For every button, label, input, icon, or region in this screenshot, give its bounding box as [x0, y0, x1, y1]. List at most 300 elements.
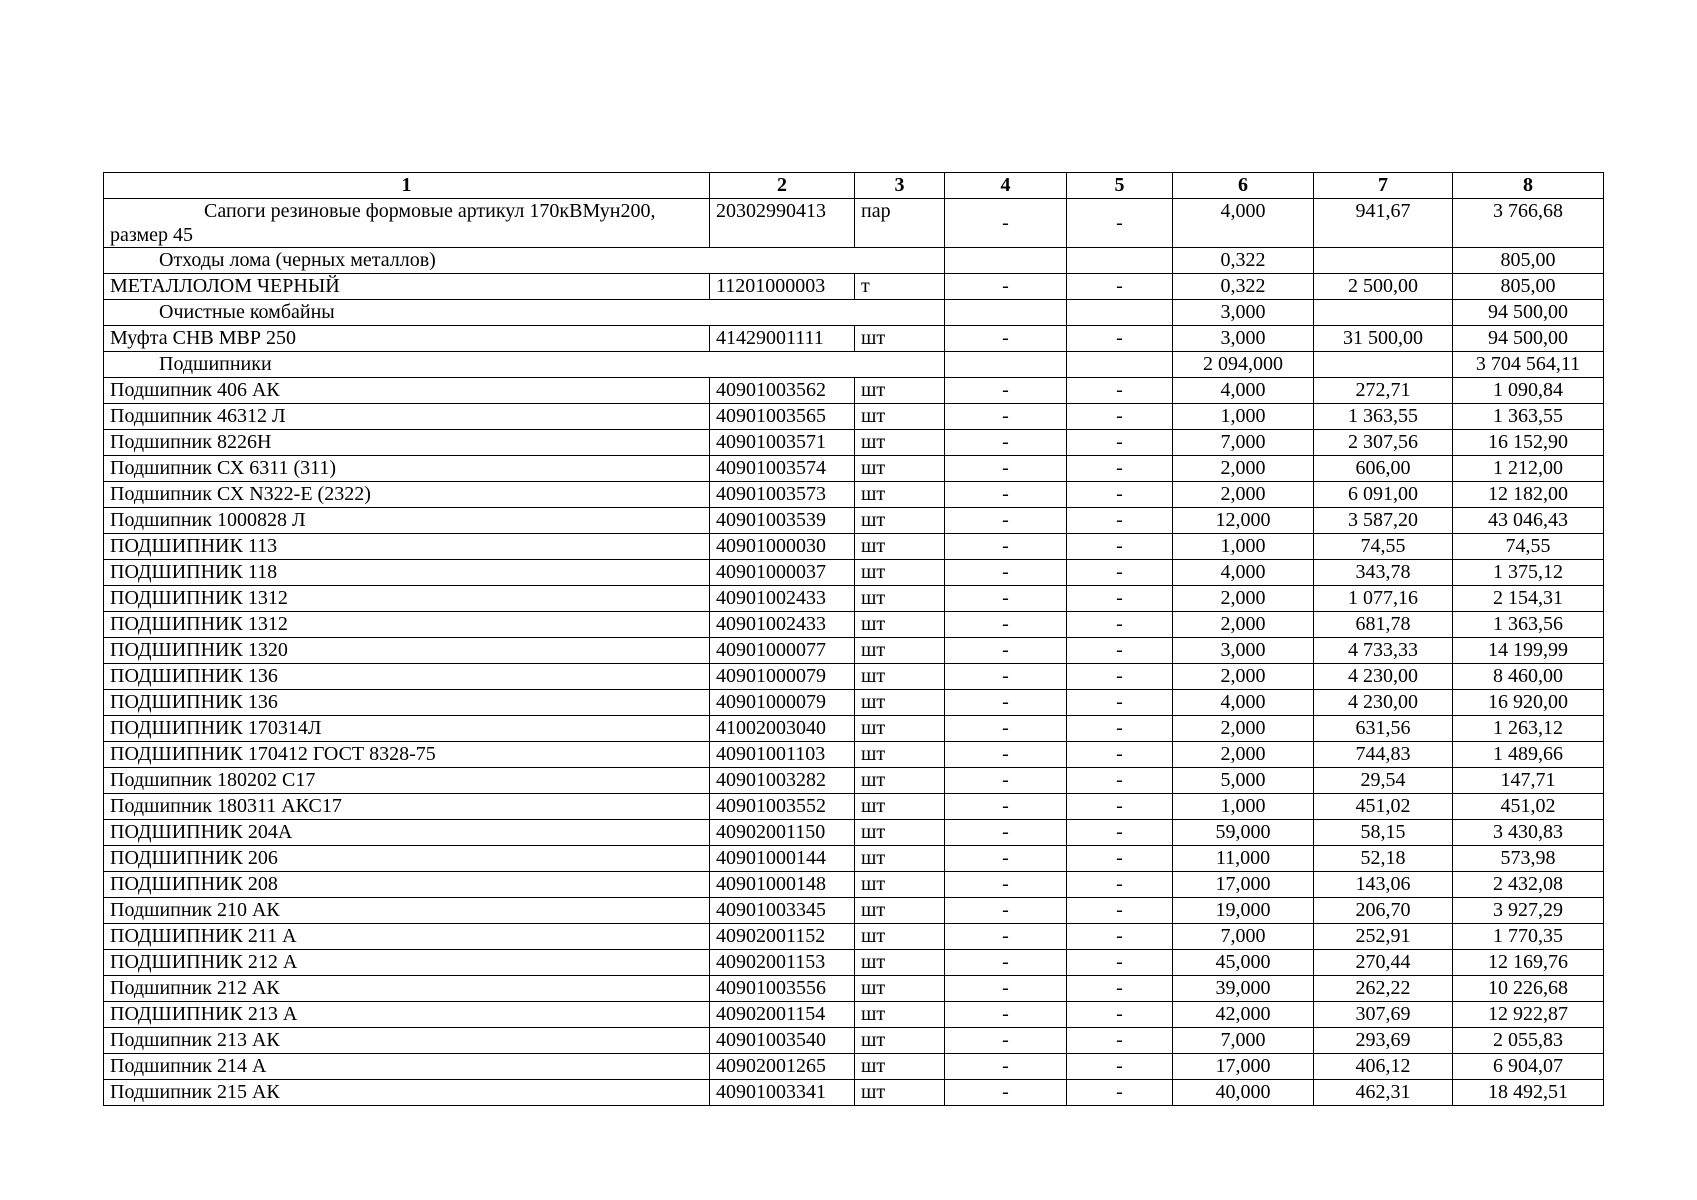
column-4-value: -	[945, 768, 1067, 794]
column-5-value: -	[1067, 820, 1173, 846]
column-4-value: -	[945, 1080, 1067, 1106]
item-sum: 1 090,84	[1453, 378, 1604, 404]
column-5-value: -	[1067, 742, 1173, 768]
item-price: 2 307,56	[1314, 430, 1453, 456]
item-price: 307,69	[1314, 1002, 1453, 1028]
group-sum: 805,00	[1453, 248, 1604, 274]
item-sum: 14 199,99	[1453, 638, 1604, 664]
item-code: 41429001111	[710, 326, 855, 352]
column-5-value: -	[1067, 690, 1173, 716]
column-4-value: -	[945, 742, 1067, 768]
item-code: 40901000148	[710, 872, 855, 898]
column-5-value: -	[1067, 846, 1173, 872]
column-4-value: -	[945, 560, 1067, 586]
item-sum: 12 182,00	[1453, 482, 1604, 508]
item-row	[104, 924, 1604, 950]
item-price: 941,67	[1314, 199, 1453, 248]
item-price: 270,44	[1314, 950, 1453, 976]
item-sum: 1 263,12	[1453, 716, 1604, 742]
column-4-value: -	[945, 378, 1067, 404]
item-name: ПОДШИПНИК 1320	[104, 638, 710, 664]
item-name: Подшипник 180311 АКС17	[104, 794, 710, 820]
item-name: ПОДШИПНИК 113	[104, 534, 710, 560]
item-sum: 16 152,90	[1453, 430, 1604, 456]
item-name: Подшипник СХ N322-Е (2322)	[104, 482, 710, 508]
item-code: 40901000079	[710, 664, 855, 690]
item-unit: шт	[855, 326, 945, 352]
column-5-value: -	[1067, 378, 1173, 404]
item-row	[104, 1028, 1604, 1054]
item-unit: шт	[855, 794, 945, 820]
item-quantity: 2,000	[1173, 742, 1314, 768]
item-row	[104, 976, 1604, 1002]
item-sum: 43 046,43	[1453, 508, 1604, 534]
item-unit: шт	[855, 872, 945, 898]
item-row	[104, 950, 1604, 976]
item-sum: 94 500,00	[1453, 326, 1604, 352]
item-row	[104, 430, 1604, 456]
item-row	[104, 326, 1604, 352]
item-sum: 573,98	[1453, 846, 1604, 872]
item-code: 40902001153	[710, 950, 855, 976]
item-name: Подшипник 212 АК	[104, 976, 710, 1002]
column-header: 1	[104, 173, 710, 199]
item-sum: 1 489,66	[1453, 742, 1604, 768]
item-sum: 16 920,00	[1453, 690, 1604, 716]
column-4-value: -	[945, 534, 1067, 560]
item-unit: шт	[855, 404, 945, 430]
item-price: 606,00	[1314, 456, 1453, 482]
item-name: ПОДШИПНИК 211 А	[104, 924, 710, 950]
empty-cell	[1314, 352, 1453, 378]
column-header: 5	[1067, 173, 1173, 199]
item-sum: 147,71	[1453, 768, 1604, 794]
item-unit: шт	[855, 482, 945, 508]
column-5-value: -	[1067, 612, 1173, 638]
empty-cell	[1314, 300, 1453, 326]
column-5-value: -	[1067, 898, 1173, 924]
item-quantity: 3,000	[1173, 326, 1314, 352]
item-row	[104, 742, 1604, 768]
column-5-value: -	[1067, 326, 1173, 352]
empty-cell	[1067, 352, 1173, 378]
item-code: 40901000030	[710, 534, 855, 560]
item-name: ПОДШИПНИК 136	[104, 664, 710, 690]
group-name: Очистные комбайны	[104, 300, 945, 326]
column-4-value: -	[945, 1028, 1067, 1054]
item-row	[104, 586, 1604, 612]
item-price: 4 733,33	[1314, 638, 1453, 664]
item-code: 11201000003	[710, 274, 855, 300]
column-5-value: -	[1067, 508, 1173, 534]
item-sum: 3 927,29	[1453, 898, 1604, 924]
empty-cell	[1067, 300, 1173, 326]
item-row	[104, 768, 1604, 794]
column-4-value: -	[945, 638, 1067, 664]
column-5-value: -	[1067, 638, 1173, 664]
item-quantity: 17,000	[1173, 1054, 1314, 1080]
empty-cell	[945, 300, 1067, 326]
item-row	[104, 1080, 1604, 1106]
item-unit: шт	[855, 1054, 945, 1080]
item-row	[104, 716, 1604, 742]
item-price: 143,06	[1314, 872, 1453, 898]
column-4-value: -	[945, 586, 1067, 612]
item-row	[104, 560, 1604, 586]
item-unit: шт	[855, 560, 945, 586]
item-quantity: 2,000	[1173, 456, 1314, 482]
item-code: 40901002433	[710, 612, 855, 638]
item-name: ПОДШИПНИК 213 А	[104, 1002, 710, 1028]
empty-cell	[1067, 248, 1173, 274]
item-sum: 74,55	[1453, 534, 1604, 560]
item-row	[104, 199, 1604, 248]
column-5-value: -	[1067, 872, 1173, 898]
item-row	[104, 534, 1604, 560]
column-5-value: -	[1067, 586, 1173, 612]
item-sum: 1 770,35	[1453, 924, 1604, 950]
item-code: 41002003040	[710, 716, 855, 742]
item-quantity: 7,000	[1173, 430, 1314, 456]
column-4-value: -	[945, 950, 1067, 976]
item-name: Подшипник 406 АК	[104, 378, 710, 404]
item-name: Подшипник 210 АК	[104, 898, 710, 924]
item-price: 1 077,16	[1314, 586, 1453, 612]
item-unit: шт	[855, 612, 945, 638]
column-5-value: -	[1067, 924, 1173, 950]
column-5-value: -	[1067, 274, 1173, 300]
item-sum: 12 922,87	[1453, 1002, 1604, 1028]
item-price: 262,22	[1314, 976, 1453, 1002]
item-sum: 8 460,00	[1453, 664, 1604, 690]
item-quantity: 2,000	[1173, 482, 1314, 508]
column-header: 6	[1173, 173, 1314, 199]
item-price: 272,71	[1314, 378, 1453, 404]
item-price: 252,91	[1314, 924, 1453, 950]
column-4-value: -	[945, 430, 1067, 456]
column-4-value: -	[945, 794, 1067, 820]
column-5-value: -	[1067, 1054, 1173, 1080]
item-code: 40902001150	[710, 820, 855, 846]
item-code: 40901001103	[710, 742, 855, 768]
item-code: 40901000077	[710, 638, 855, 664]
group-quantity: 0,322	[1173, 248, 1314, 274]
item-quantity: 12,000	[1173, 508, 1314, 534]
item-name: Сапоги резиновые формовые артикул 170кВМун200, размер 45	[104, 199, 710, 248]
item-quantity: 1,000	[1173, 404, 1314, 430]
item-unit: шт	[855, 378, 945, 404]
item-quantity: 7,000	[1173, 1028, 1314, 1054]
item-quantity: 59,000	[1173, 820, 1314, 846]
empty-cell	[945, 352, 1067, 378]
column-4-value: -	[945, 690, 1067, 716]
item-unit: шт	[855, 820, 945, 846]
item-price: 58,15	[1314, 820, 1453, 846]
item-quantity: 4,000	[1173, 199, 1314, 248]
column-4-value: -	[945, 924, 1067, 950]
header-row	[104, 173, 1604, 199]
column-header: 2	[710, 173, 855, 199]
item-quantity: 2,000	[1173, 612, 1314, 638]
item-row	[104, 508, 1604, 534]
item-price: 2 500,00	[1314, 274, 1453, 300]
item-code: 40901002433	[710, 586, 855, 612]
item-price: 74,55	[1314, 534, 1453, 560]
item-price: 744,83	[1314, 742, 1453, 768]
column-5-value: -	[1067, 199, 1173, 248]
item-name: Подшипник 46312 Л	[104, 404, 710, 430]
column-5-value: -	[1067, 976, 1173, 1002]
item-row	[104, 898, 1604, 924]
group-name: Отходы лома (черных металлов)	[104, 248, 945, 274]
column-4-value: -	[945, 404, 1067, 430]
column-4-value: -	[945, 508, 1067, 534]
table-body	[104, 199, 1604, 1106]
column-4-value: -	[945, 456, 1067, 482]
item-name: Подшипник 8226Н	[104, 430, 710, 456]
item-price: 52,18	[1314, 846, 1453, 872]
column-4-value: -	[945, 820, 1067, 846]
column-5-value: -	[1067, 794, 1173, 820]
item-code: 40901003345	[710, 898, 855, 924]
item-code: 20302990413	[710, 199, 855, 248]
item-unit: шт	[855, 664, 945, 690]
column-4-value: -	[945, 1054, 1067, 1080]
item-quantity: 2,000	[1173, 586, 1314, 612]
group-sum: 94 500,00	[1453, 300, 1604, 326]
column-4-value: -	[945, 482, 1067, 508]
item-code: 40901003341	[710, 1080, 855, 1106]
item-sum: 1 363,55	[1453, 404, 1604, 430]
item-quantity: 1,000	[1173, 534, 1314, 560]
column-4-value: -	[945, 612, 1067, 638]
item-price: 206,70	[1314, 898, 1453, 924]
item-unit: пар	[855, 199, 945, 248]
item-unit: шт	[855, 1080, 945, 1106]
item-sum: 2 154,31	[1453, 586, 1604, 612]
item-unit: шт	[855, 768, 945, 794]
item-code: 40901003556	[710, 976, 855, 1002]
column-5-value: -	[1067, 664, 1173, 690]
item-sum: 2 432,08	[1453, 872, 1604, 898]
item-quantity: 19,000	[1173, 898, 1314, 924]
item-row	[104, 794, 1604, 820]
item-name: Подшипник 215 АК	[104, 1080, 710, 1106]
inventory-table	[103, 172, 1604, 1106]
item-sum: 805,00	[1453, 274, 1604, 300]
item-price: 293,69	[1314, 1028, 1453, 1054]
item-code: 40901003573	[710, 482, 855, 508]
item-sum: 10 226,68	[1453, 976, 1604, 1002]
item-sum: 12 169,76	[1453, 950, 1604, 976]
empty-cell	[945, 248, 1067, 274]
item-quantity: 5,000	[1173, 768, 1314, 794]
item-quantity: 7,000	[1173, 924, 1314, 950]
column-5-value: -	[1067, 456, 1173, 482]
item-unit: шт	[855, 456, 945, 482]
item-quantity: 3,000	[1173, 638, 1314, 664]
item-price: 31 500,00	[1314, 326, 1453, 352]
item-price: 406,12	[1314, 1054, 1453, 1080]
column-4-value: -	[945, 326, 1067, 352]
item-code: 40902001154	[710, 1002, 855, 1028]
column-4-value: -	[945, 199, 1067, 248]
empty-cell	[1314, 248, 1453, 274]
column-5-value: -	[1067, 560, 1173, 586]
group-row	[104, 248, 1604, 274]
item-quantity: 1,000	[1173, 794, 1314, 820]
item-row	[104, 456, 1604, 482]
item-unit: шт	[855, 742, 945, 768]
item-name: Подшипник 180202 С17	[104, 768, 710, 794]
item-sum: 1 212,00	[1453, 456, 1604, 482]
group-quantity: 2 094,000	[1173, 352, 1314, 378]
column-5-value: -	[1067, 534, 1173, 560]
item-price: 462,31	[1314, 1080, 1453, 1106]
item-row	[104, 612, 1604, 638]
item-row	[104, 690, 1604, 716]
item-row	[104, 274, 1604, 300]
item-name: Подшипник 1000828 Л	[104, 508, 710, 534]
column-5-value: -	[1067, 1002, 1173, 1028]
item-sum: 1 363,56	[1453, 612, 1604, 638]
item-price: 343,78	[1314, 560, 1453, 586]
item-unit: шт	[855, 950, 945, 976]
item-name: ПОДШИПНИК 170412 ГОСТ 8328-75	[104, 742, 710, 768]
item-quantity: 39,000	[1173, 976, 1314, 1002]
item-name: Муфта СНВ МВР 250	[104, 326, 710, 352]
item-code: 40901003571	[710, 430, 855, 456]
item-sum: 3 430,83	[1453, 820, 1604, 846]
item-quantity: 17,000	[1173, 872, 1314, 898]
item-code: 40901003540	[710, 1028, 855, 1054]
item-row	[104, 846, 1604, 872]
item-quantity: 11,000	[1173, 846, 1314, 872]
item-code: 40901003552	[710, 794, 855, 820]
column-4-value: -	[945, 872, 1067, 898]
item-name: ПОДШИПНИК 1312	[104, 612, 710, 638]
item-quantity: 40,000	[1173, 1080, 1314, 1106]
item-unit: шт	[855, 534, 945, 560]
item-row	[104, 1054, 1604, 1080]
item-code: 40901003539	[710, 508, 855, 534]
item-name: МЕТАЛЛОЛОМ ЧЕРНЫЙ	[104, 274, 710, 300]
item-quantity: 4,000	[1173, 560, 1314, 586]
item-row	[104, 664, 1604, 690]
item-unit: шт	[855, 508, 945, 534]
item-row	[104, 378, 1604, 404]
item-quantity: 42,000	[1173, 1002, 1314, 1028]
item-sum: 451,02	[1453, 794, 1604, 820]
column-4-value: -	[945, 664, 1067, 690]
column-5-value: -	[1067, 716, 1173, 742]
item-quantity: 2,000	[1173, 716, 1314, 742]
item-code: 40901003574	[710, 456, 855, 482]
group-name: Подшипники	[104, 352, 945, 378]
item-unit: шт	[855, 586, 945, 612]
column-5-value: -	[1067, 430, 1173, 456]
item-name: ПОДШИПНИК 136	[104, 690, 710, 716]
item-price: 4 230,00	[1314, 690, 1453, 716]
item-sum: 18 492,51	[1453, 1080, 1604, 1106]
item-price: 29,54	[1314, 768, 1453, 794]
item-quantity: 2,000	[1173, 664, 1314, 690]
item-unit: шт	[855, 924, 945, 950]
item-unit: шт	[855, 690, 945, 716]
item-row	[104, 872, 1604, 898]
item-row	[104, 638, 1604, 664]
column-5-value: -	[1067, 768, 1173, 794]
item-name: Подшипник 213 АК	[104, 1028, 710, 1054]
item-name: ПОДШИПНИК 206	[104, 846, 710, 872]
item-price: 451,02	[1314, 794, 1453, 820]
group-row	[104, 300, 1604, 326]
item-unit: шт	[855, 1002, 945, 1028]
item-quantity: 0,322	[1173, 274, 1314, 300]
column-5-value: -	[1067, 1028, 1173, 1054]
item-code: 40901000037	[710, 560, 855, 586]
item-unit: шт	[855, 638, 945, 664]
column-4-value: -	[945, 1002, 1067, 1028]
column-4-value: -	[945, 716, 1067, 742]
column-header: 8	[1453, 173, 1604, 199]
item-name: ПОДШИПНИК 1312	[104, 586, 710, 612]
column-5-value: -	[1067, 482, 1173, 508]
item-name: Подшипник 214 А	[104, 1054, 710, 1080]
item-sum: 6 904,07	[1453, 1054, 1604, 1080]
item-price: 4 230,00	[1314, 664, 1453, 690]
column-header: 3	[855, 173, 945, 199]
column-header: 4	[945, 173, 1067, 199]
column-4-value: -	[945, 846, 1067, 872]
column-5-value: -	[1067, 1080, 1173, 1106]
item-sum: 1 375,12	[1453, 560, 1604, 586]
item-code: 40901003565	[710, 404, 855, 430]
item-unit: шт	[855, 1028, 945, 1054]
item-code: 40901003562	[710, 378, 855, 404]
item-quantity: 4,000	[1173, 378, 1314, 404]
item-name: ПОДШИПНИК 170314Л	[104, 716, 710, 742]
item-code: 40901000144	[710, 846, 855, 872]
group-quantity: 3,000	[1173, 300, 1314, 326]
column-4-value: -	[945, 274, 1067, 300]
column-5-value: -	[1067, 950, 1173, 976]
item-row	[104, 404, 1604, 430]
item-row	[104, 482, 1604, 508]
group-row	[104, 352, 1604, 378]
column-4-value: -	[945, 898, 1067, 924]
item-row	[104, 820, 1604, 846]
group-sum: 3 704 564,11	[1453, 352, 1604, 378]
item-price: 631,56	[1314, 716, 1453, 742]
item-quantity: 45,000	[1173, 950, 1314, 976]
item-unit: шт	[855, 716, 945, 742]
item-name: ПОДШИПНИК 204А	[104, 820, 710, 846]
item-code: 40902001152	[710, 924, 855, 950]
item-code: 40901003282	[710, 768, 855, 794]
item-unit: шт	[855, 976, 945, 1002]
column-header: 7	[1314, 173, 1453, 199]
item-code: 40901000079	[710, 690, 855, 716]
item-name: ПОДШИПНИК 212 А	[104, 950, 710, 976]
item-sum: 3 766,68	[1453, 199, 1604, 248]
item-price: 1 363,55	[1314, 404, 1453, 430]
item-row	[104, 1002, 1604, 1028]
item-unit: т	[855, 274, 945, 300]
item-price: 6 091,00	[1314, 482, 1453, 508]
item-sum: 2 055,83	[1453, 1028, 1604, 1054]
item-price: 681,78	[1314, 612, 1453, 638]
